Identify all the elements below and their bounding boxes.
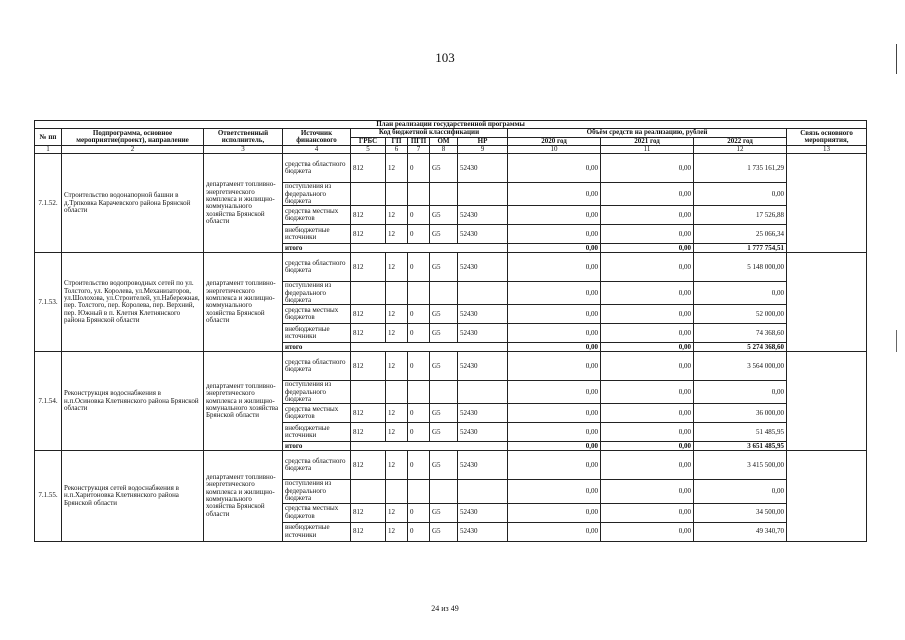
col-number: 13	[787, 146, 867, 154]
code-nr: 52430	[458, 352, 508, 381]
funding-source: средства областного бюджета	[283, 352, 351, 381]
total-label: итого	[283, 343, 351, 352]
header-pgp: ПГП	[408, 137, 430, 145]
code-pgp: 0	[408, 324, 430, 343]
table-row	[35, 352, 867, 381]
code-grbs: 812	[351, 352, 386, 381]
amount-2020: 0,00	[508, 451, 601, 480]
code-grbs: 812	[351, 423, 386, 442]
amount-2020: 0,00	[508, 183, 601, 206]
header-2021: 2021 год	[601, 137, 694, 145]
header-om: ОМ	[430, 137, 458, 145]
code-grbs	[351, 183, 386, 206]
amount-2020: 0,00	[508, 282, 601, 305]
amount-2020: 0,00	[508, 206, 601, 225]
code-gp: 12	[386, 503, 408, 522]
code-pgp: 0	[408, 423, 430, 442]
total-y2021: 0,00	[601, 244, 694, 253]
funding-source: поступления из федерального бюджета	[283, 282, 351, 305]
header-gp: ГП	[386, 137, 408, 145]
code-grbs: 812	[351, 324, 386, 343]
amount-2022: 0,00	[694, 381, 787, 404]
total-y2021: 0,00	[601, 442, 694, 451]
funding-source: внебюджетные источники	[283, 522, 351, 541]
funding-source: средства местных бюджетов	[283, 206, 351, 225]
code-pgp	[408, 183, 430, 206]
code-nr	[458, 480, 508, 503]
amount-2022: 49 340,70	[694, 522, 787, 541]
code-pgp: 0	[408, 503, 430, 522]
code-om	[430, 480, 458, 503]
scan-edge-line	[896, 44, 897, 74]
code-nr: 52430	[458, 305, 508, 324]
amount-2022: 74 368,60	[694, 324, 787, 343]
amount-2022: 3 415 500,00	[694, 451, 787, 480]
col-number: 5	[351, 146, 386, 154]
total-y2020: 0,00	[508, 343, 601, 352]
code-pgp: 0	[408, 404, 430, 423]
col-number: 6	[386, 146, 408, 154]
header-grbs: ГРБС	[351, 137, 386, 145]
code-om: G5	[430, 522, 458, 541]
table-body	[35, 154, 867, 541]
header-source: Источник финансового	[283, 129, 351, 146]
funding-source: внебюджетные источники	[283, 225, 351, 244]
code-gp: 12	[386, 225, 408, 244]
code-grbs: 812	[351, 225, 386, 244]
code-pgp	[408, 282, 430, 305]
funding-source: средства областного бюджета	[283, 154, 351, 183]
code-gp: 12	[386, 305, 408, 324]
funding-source: средства местных бюджетов	[283, 503, 351, 522]
col-number: 4	[283, 146, 351, 154]
code-grbs: 812	[351, 404, 386, 423]
program-plan-table	[34, 120, 867, 542]
amount-2020: 0,00	[508, 480, 601, 503]
code-pgp: 0	[408, 352, 430, 381]
code-gp: 12	[386, 522, 408, 541]
total-y2020: 0,00	[508, 442, 601, 451]
code-nr: 52430	[458, 324, 508, 343]
col-number: 10	[508, 146, 601, 154]
funding-source: средства местных бюджетов	[283, 404, 351, 423]
code-grbs: 812	[351, 253, 386, 282]
code-nr	[458, 282, 508, 305]
code-gp: 12	[386, 423, 408, 442]
code-gp	[386, 480, 408, 503]
amount-2020: 0,00	[508, 253, 601, 282]
code-om: G5	[430, 324, 458, 343]
code-pgp: 0	[408, 225, 430, 244]
amount-2022: 3 564 000,00	[694, 352, 787, 381]
amount-2020: 0,00	[508, 503, 601, 522]
amount-2021: 0,00	[601, 404, 694, 423]
amount-2021: 0,00	[601, 451, 694, 480]
total-y2022: 3 651 485,95	[694, 442, 787, 451]
code-grbs	[351, 381, 386, 404]
item-link	[787, 352, 867, 451]
amount-2022: 36 000,00	[694, 404, 787, 423]
table-row	[35, 154, 867, 183]
code-gp: 12	[386, 154, 408, 183]
code-om: G5	[430, 154, 458, 183]
amount-2022: 34 500,00	[694, 503, 787, 522]
amount-2020: 0,00	[508, 381, 601, 404]
item-executor: департамент топливно-энергетического комплекса и жилищно-коммунального хозяйства Брянской области	[204, 154, 283, 253]
amount-2022: 5 148 000,00	[694, 253, 787, 282]
code-nr: 52430	[458, 522, 508, 541]
code-om	[430, 381, 458, 404]
amount-2021: 0,00	[601, 522, 694, 541]
funding-source: средства местных бюджетов	[283, 305, 351, 324]
code-om: G5	[430, 305, 458, 324]
amount-2022: 0,00	[694, 183, 787, 206]
funding-source: средства областного бюджета	[283, 451, 351, 480]
code-gp	[386, 183, 408, 206]
amount-2021: 0,00	[601, 503, 694, 522]
amount-2021: 0,00	[601, 480, 694, 503]
code-om: G5	[430, 352, 458, 381]
code-grbs	[351, 282, 386, 305]
col-number: 1	[35, 146, 62, 154]
amount-2020: 0,00	[508, 522, 601, 541]
amount-2022: 52 000,00	[694, 305, 787, 324]
item-executor: департамент топливно-энергетического комплекса и жилищно-коммунального хозяйства Брянской области	[204, 253, 283, 352]
amount-2022: 1 735 161,29	[694, 154, 787, 183]
total-label: итого	[283, 244, 351, 253]
amount-2021: 0,00	[601, 381, 694, 404]
amount-2021: 0,00	[601, 206, 694, 225]
item-number: 7.1.52.	[35, 154, 62, 253]
header-nr: НР	[458, 137, 508, 145]
code-om	[430, 282, 458, 305]
code-om: G5	[430, 225, 458, 244]
code-grbs: 812	[351, 154, 386, 183]
code-gp	[386, 282, 408, 305]
funding-source: поступления из федерального бюджета	[283, 381, 351, 404]
header-num: № пп	[35, 129, 62, 146]
col-number: 9	[458, 146, 508, 154]
amount-2020: 0,00	[508, 423, 601, 442]
amount-2022: 51 485,95	[694, 423, 787, 442]
amount-2021: 0,00	[601, 253, 694, 282]
col-number: 2	[62, 146, 204, 154]
amount-2020: 0,00	[508, 154, 601, 183]
code-om	[430, 183, 458, 206]
code-nr: 52430	[458, 154, 508, 183]
amount-2021: 0,00	[601, 305, 694, 324]
code-grbs: 812	[351, 503, 386, 522]
amount-2021: 0,00	[601, 154, 694, 183]
code-pgp: 0	[408, 305, 430, 324]
header-executor: Ответственный исполнитель,	[204, 129, 283, 146]
funding-source: внебюджетные источники	[283, 423, 351, 442]
item-name: Строительство водонапорной башни в д.Трпковка Карачевского района Брянской области	[62, 154, 204, 253]
code-gp: 12	[386, 404, 408, 423]
code-gp: 12	[386, 253, 408, 282]
amount-2020: 0,00	[508, 225, 601, 244]
amount-2022: 17 526,88	[694, 206, 787, 225]
item-executor: департамент топливно-энергетического комплекса и жилищно-коммунального хозяйства Брянской области	[204, 451, 283, 541]
amount-2022: 0,00	[694, 480, 787, 503]
amount-2021: 0,00	[601, 183, 694, 206]
page-footer: 24 из 49	[431, 604, 459, 613]
code-om: G5	[430, 253, 458, 282]
code-nr: 52430	[458, 225, 508, 244]
header-2020: 2020 год	[508, 137, 601, 145]
code-om: G5	[430, 206, 458, 225]
col-number: 7	[408, 146, 430, 154]
item-link	[787, 154, 867, 253]
code-grbs: 812	[351, 305, 386, 324]
code-nr	[458, 381, 508, 404]
table-row	[35, 451, 867, 480]
col-number: 12	[694, 146, 787, 154]
total-y2022: 1 777 754,51	[694, 244, 787, 253]
header-2022: 2022 год	[694, 137, 787, 145]
code-nr	[458, 183, 508, 206]
header-link: Связь основного мероприятия,	[787, 129, 867, 146]
header-volume: Объём средств на реализацию, рублей	[508, 129, 787, 137]
code-nr: 52430	[458, 451, 508, 480]
amount-2020: 0,00	[508, 352, 601, 381]
code-grbs: 812	[351, 451, 386, 480]
col-number: 11	[601, 146, 694, 154]
amount-2022: 25 066,34	[694, 225, 787, 244]
code-pgp	[408, 480, 430, 503]
total-y2021: 0,00	[601, 343, 694, 352]
code-om: G5	[430, 404, 458, 423]
code-pgp: 0	[408, 154, 430, 183]
code-om: G5	[430, 451, 458, 480]
funding-source: внебюджетные источники	[283, 324, 351, 343]
code-grbs	[351, 480, 386, 503]
amount-2021: 0,00	[601, 423, 694, 442]
code-nr: 52430	[458, 423, 508, 442]
code-nr: 52430	[458, 404, 508, 423]
item-name: Реконструкция сетей водоснабжения в н.п.Харитоновка Клетнянского района Брянской области	[62, 451, 204, 541]
item-number: 7.1.53.	[35, 253, 62, 352]
code-pgp: 0	[408, 253, 430, 282]
scan-edge-line	[896, 330, 897, 352]
amount-2021: 0,00	[601, 225, 694, 244]
item-link	[787, 253, 867, 352]
amount-2020: 0,00	[508, 305, 601, 324]
code-nr: 52430	[458, 503, 508, 522]
code-grbs: 812	[351, 522, 386, 541]
code-nr: 52430	[458, 253, 508, 282]
total-code-empty	[351, 442, 508, 451]
total-y2022: 5 274 368,60	[694, 343, 787, 352]
total-code-empty	[351, 244, 508, 253]
amount-2021: 0,00	[601, 352, 694, 381]
amount-2020: 0,00	[508, 324, 601, 343]
code-om: G5	[430, 423, 458, 442]
item-name: Строительство водопроводных сетей по ул. Толстого, ул. Королева, ул.Механизаторов, ул.Шолохова, ул.Строителей, ул.Набережная, пер. Толстого, пер. Королева, пер. Верхний, пер. Южный в п. Клетня Клетнянского района Брянской области	[62, 253, 204, 352]
amount-2022: 0,00	[694, 282, 787, 305]
funding-source: средства областного бюджета	[283, 253, 351, 282]
table-title: План реализации государственной программы	[35, 121, 867, 129]
item-name: Реконструкция водоснабжения в н.п.Осиновка Клетнянского района Брянской области	[62, 352, 204, 451]
code-gp: 12	[386, 352, 408, 381]
funding-source: поступления из федерального бюджета	[283, 480, 351, 503]
amount-2020: 0,00	[508, 404, 601, 423]
col-number: 8	[430, 146, 458, 154]
item-number: 7.1.54.	[35, 352, 62, 451]
code-om: G5	[430, 503, 458, 522]
total-label: итого	[283, 442, 351, 451]
code-nr: 52430	[458, 206, 508, 225]
code-pgp: 0	[408, 451, 430, 480]
amount-2021: 0,00	[601, 324, 694, 343]
code-gp: 12	[386, 324, 408, 343]
code-gp: 12	[386, 206, 408, 225]
item-executor: департамент топливно-энергетического комплекса и жилищно-комунального хозяйства Брянской области	[204, 352, 283, 451]
funding-source: поступления из федерального бюджета	[283, 183, 351, 206]
table-row	[35, 253, 867, 282]
code-grbs: 812	[351, 206, 386, 225]
item-link	[787, 451, 867, 541]
code-pgp	[408, 381, 430, 404]
page-number: 103	[435, 50, 455, 65]
item-number: 7.1.55.	[35, 451, 62, 541]
header-program: Подпрограмма, основное мероприятие(проект), направление	[62, 129, 204, 146]
amount-2021: 0,00	[601, 282, 694, 305]
code-gp	[386, 381, 408, 404]
header-budget-code: Код бюджетной классификации	[351, 129, 508, 137]
code-gp: 12	[386, 451, 408, 480]
total-code-empty	[351, 343, 508, 352]
total-y2020: 0,00	[508, 244, 601, 253]
code-pgp: 0	[408, 206, 430, 225]
col-number: 3	[204, 146, 283, 154]
code-pgp: 0	[408, 522, 430, 541]
